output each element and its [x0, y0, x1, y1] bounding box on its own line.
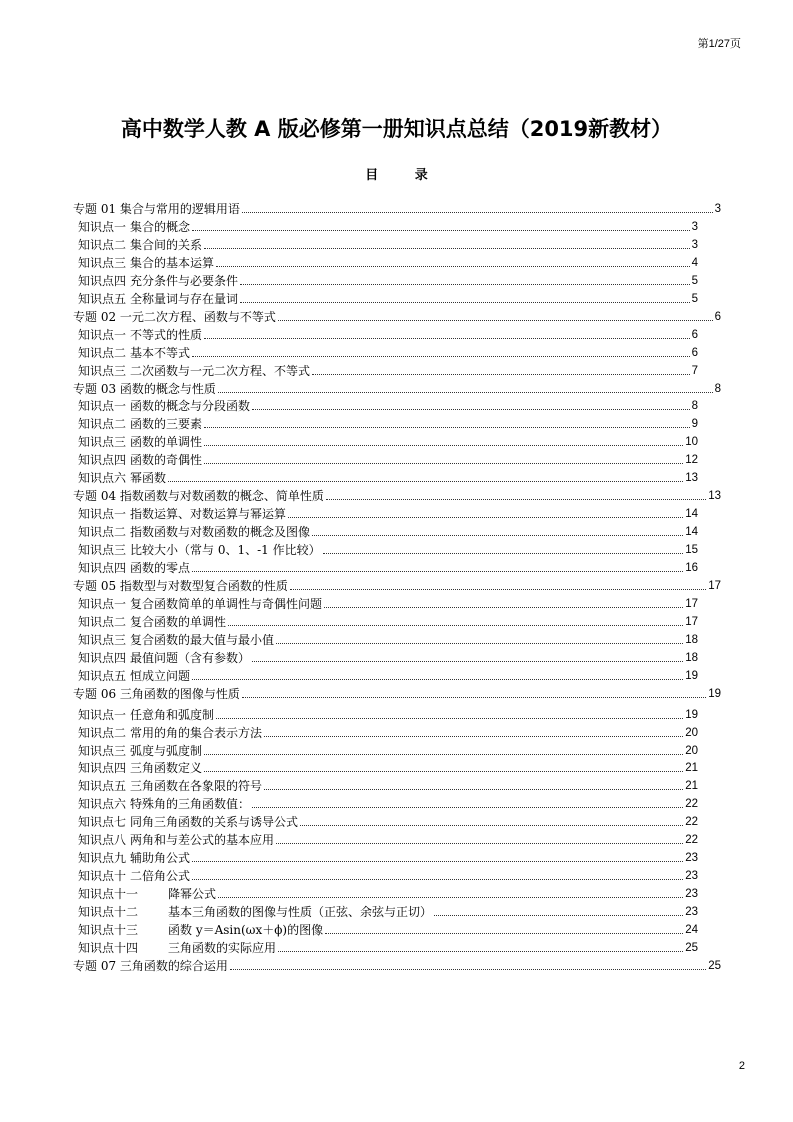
- dot-leader: [252, 409, 690, 410]
- toc-item-number: 知识点五: [78, 779, 127, 794]
- toc-item-row[interactable]: [78, 613, 698, 629]
- toc-page-number: 19: [685, 708, 698, 721]
- toc-item-row[interactable]: [78, 451, 698, 467]
- toc-item-row[interactable]: [78, 541, 698, 557]
- toc-item-number: 知识点三: [78, 632, 127, 647]
- toc-item-number: 知识点二: [78, 525, 127, 540]
- toc-entry-label: 全称量词与存在量词: [130, 291, 239, 306]
- dot-leader: [434, 915, 683, 916]
- toc-item-row[interactable]: [78, 759, 698, 775]
- toc-page-number: 12: [685, 454, 698, 467]
- toc-entry-label: 集合的基本运算: [130, 255, 215, 270]
- toc-item-number: 知识点十一: [78, 887, 139, 902]
- toc-entry-label: 函数的概念与分段函数: [130, 399, 251, 414]
- toc-item-row[interactable]: [78, 397, 698, 413]
- toc-heading: 目 录: [365, 168, 444, 183]
- toc-entry-label: 最值问题（含有参数）: [130, 650, 251, 665]
- toc-entry-label: 集合间的关系: [130, 237, 203, 252]
- toc-item-row[interactable]: [78, 724, 698, 740]
- page-counter: 第1/27页: [697, 38, 741, 50]
- toc-item-number: 知识点八: [78, 833, 127, 848]
- toc-page-number: 25: [685, 941, 698, 954]
- dot-leader: [218, 897, 683, 898]
- toc-page-number: 18: [685, 651, 698, 664]
- dot-leader: [216, 266, 690, 267]
- toc-item-row[interactable]: [78, 795, 698, 811]
- toc-entry-label: 充分条件与必要条件: [130, 273, 239, 288]
- toc-item-number: 知识点五: [78, 668, 127, 683]
- dot-leader: [242, 697, 706, 698]
- toc-item-number: 知识点十四: [78, 940, 139, 955]
- toc-entry-label: 复合函数的最大值与最小值: [130, 632, 275, 647]
- toc-item-number: 知识点四: [78, 650, 127, 665]
- toc-entry-label: 基本不等式: [130, 345, 191, 360]
- dot-leader: [192, 230, 690, 231]
- dot-leader: [204, 427, 690, 428]
- dot-leader: [278, 951, 683, 952]
- toc-page-number: 13: [685, 472, 698, 485]
- toc-page-number: 20: [685, 744, 698, 757]
- toc-item-row[interactable]: [78, 777, 698, 793]
- dot-leader: [264, 736, 683, 737]
- toc-page-number: 23: [685, 906, 698, 918]
- toc-item-row[interactable]: [78, 344, 698, 360]
- toc-page-number: 16: [685, 562, 698, 574]
- dot-leader: [204, 754, 683, 755]
- toc-item-number: 知识点三: [78, 363, 127, 378]
- toc-item-number: 知识点一: [78, 399, 127, 414]
- toc-page-number: 25: [708, 959, 721, 972]
- toc-entry-label: 基本三角函数的图像与性质（正弦、余弦与正切）: [168, 905, 433, 919]
- toc-item-row[interactable]: [78, 831, 698, 847]
- dot-leader: [264, 789, 683, 790]
- toc-item-row[interactable]: [78, 706, 698, 722]
- toc-item-number: 知识点二: [78, 614, 127, 629]
- toc-item-row[interactable]: [78, 272, 698, 288]
- toc-item-number: 知识点一: [78, 596, 127, 611]
- toc-item-number: 知识点四: [78, 273, 127, 288]
- toc-topic-row[interactable]: [73, 957, 721, 973]
- toc-item-row[interactable]: [78, 742, 698, 758]
- toc-entry-label: 三角函数在各象限的符号: [130, 779, 263, 794]
- toc-item-number: 知识点四: [78, 561, 127, 575]
- toc-item-row[interactable]: [78, 595, 698, 611]
- dot-leader: [300, 825, 683, 826]
- toc-entry-label: 两角和与差公式的基本应用: [130, 833, 275, 848]
- toc-page-number: 23: [685, 852, 698, 865]
- toc-item-row[interactable]: [78, 254, 698, 270]
- toc-item-row[interactable]: [78, 849, 698, 865]
- toc-entry-label: 恒成立问题: [130, 668, 191, 683]
- dot-leader: [252, 661, 683, 662]
- toc-topic-row[interactable]: [73, 380, 721, 396]
- toc-page-number: 15: [685, 544, 698, 557]
- toc-entry-label: 专题 04 指数函数与对数函数的概念、简单性质: [73, 489, 324, 504]
- toc-item-row[interactable]: [78, 939, 698, 955]
- toc-page-number: 3: [691, 238, 698, 251]
- toc-entry-label: 常用的角的集合表示方法: [130, 725, 263, 740]
- dot-leader: [230, 969, 706, 970]
- toc-entry-label: 函数的奇偶性: [130, 453, 203, 468]
- toc-item-number: 知识点二: [78, 725, 127, 740]
- toc-page-number: 17: [685, 597, 698, 610]
- dot-leader: [312, 535, 683, 536]
- toc-entry-label: 函数的单调性: [130, 435, 203, 450]
- toc-item-row[interactable]: [78, 559, 698, 575]
- dot-leader: [240, 284, 690, 285]
- toc-page-number: 22: [685, 798, 698, 811]
- toc-page-number: 22: [685, 834, 698, 847]
- dot-leader: [290, 589, 706, 590]
- toc-entry-label: 函数的三要素: [130, 417, 203, 432]
- toc-entry-label: 函数的零点: [130, 561, 191, 575]
- dot-leader: [325, 933, 683, 934]
- dot-leader: [192, 879, 683, 880]
- toc-item-number: 知识点十三: [78, 923, 139, 937]
- dot-leader: [242, 212, 713, 213]
- toc-page-number: 21: [685, 762, 698, 775]
- toc-entry-label: 专题 05 指数型与对数型复合函数的性质: [73, 578, 288, 593]
- toc-entry-label: 复合函数的单调性: [130, 614, 227, 629]
- toc-entry-label: 任意角和弧度制: [130, 707, 215, 722]
- toc-item-number: 知识点四: [78, 453, 127, 468]
- toc-entry-label: 不等式的性质: [130, 327, 203, 342]
- toc-item-number: 知识点一: [78, 507, 127, 522]
- toc-page-number: 10: [685, 436, 698, 449]
- toc-entry-label: 比较大小（常与 0、1、-1 作比较）: [130, 543, 321, 558]
- toc-page-number: 8: [714, 382, 721, 395]
- page-number: 2: [738, 1060, 745, 1072]
- toc-topic-row[interactable]: [73, 577, 721, 593]
- toc-item-number: 知识点五: [78, 291, 127, 306]
- toc-entry-label: 专题 07 三角函数的综合运用: [73, 958, 228, 973]
- toc-item-number: 知识点一: [78, 707, 127, 722]
- dot-leader: [324, 607, 683, 608]
- dot-leader: [312, 374, 690, 375]
- dot-leader: [192, 571, 683, 572]
- toc-page-number: 14: [685, 526, 698, 539]
- toc-page-number: 13: [708, 490, 721, 503]
- toc-item-row[interactable]: [78, 813, 698, 829]
- toc-entry-label: 集合的概念: [130, 219, 191, 234]
- toc-entry-label: 指数函数与对数函数的概念及图像: [130, 525, 311, 540]
- toc-item-number: 知识点十二: [78, 905, 139, 919]
- toc-page-number: 5: [691, 292, 698, 305]
- dot-leader: [228, 625, 683, 626]
- toc-page-number: 18: [685, 633, 698, 646]
- toc-item-number: 知识点二: [78, 345, 127, 360]
- toc-item-row[interactable]: [78, 433, 698, 449]
- toc-item-number: 知识点六: [78, 797, 127, 812]
- toc-item-number: 知识点九: [78, 851, 127, 866]
- toc-page-number: 6: [714, 310, 721, 323]
- toc-entry-label: 二倍角公式: [130, 869, 191, 884]
- dot-leader: [204, 248, 690, 249]
- toc-entry-label: 辅助角公式: [130, 851, 191, 866]
- toc-page-number: 3: [691, 220, 698, 233]
- toc-entry-label: 弧度与弧度制: [130, 743, 203, 758]
- toc-item-row[interactable]: [78, 921, 698, 937]
- dot-leader: [252, 807, 683, 808]
- toc-page-number: 22: [685, 816, 698, 829]
- dot-leader: [204, 445, 683, 446]
- toc-page-number: 6: [691, 328, 698, 341]
- dot-leader: [288, 517, 683, 518]
- toc-page-number: 19: [708, 687, 721, 700]
- dot-leader: [276, 643, 683, 644]
- toc-item-row[interactable]: [78, 505, 698, 521]
- toc-topic-row[interactable]: [73, 308, 721, 324]
- toc-entry-label: 专题 02 一元二次方程、函数与不等式: [73, 309, 276, 324]
- toc-item-number: 知识点七: [78, 815, 127, 830]
- dot-leader: [218, 392, 713, 393]
- dot-leader: [204, 338, 690, 339]
- toc-entry-label: 函数 y＝Asin(ωx＋ϕ)的图像: [168, 923, 324, 937]
- dot-leader: [278, 320, 713, 321]
- toc-entry-label: 幂函数: [130, 471, 167, 486]
- dot-leader: [192, 679, 683, 680]
- toc-entry-label: 专题 06 三角函数的图像与性质: [73, 686, 240, 701]
- toc-page-number: 14: [685, 508, 698, 521]
- toc-page-number: 19: [685, 669, 698, 682]
- toc-entry-label: 复合函数简单的单调性与奇偶性问题: [130, 596, 323, 611]
- toc-entry-label: 专题 01 集合与常用的逻辑用语: [73, 202, 240, 216]
- toc-topic-row[interactable]: [73, 200, 721, 216]
- toc-item-row[interactable]: [78, 326, 698, 342]
- toc-item-row[interactable]: [78, 415, 698, 431]
- toc-entry-label: 同角三角函数的关系与诱导公式: [130, 815, 299, 830]
- toc-item-row[interactable]: [78, 236, 698, 252]
- toc-page-number: 24: [685, 924, 698, 936]
- toc-item-row[interactable]: [78, 631, 698, 647]
- toc-entry-label: 专题 03 函数的概念与性质: [73, 381, 216, 396]
- toc-page-number: 6: [691, 346, 698, 359]
- toc-page-number: 17: [708, 579, 721, 592]
- dot-leader: [323, 553, 684, 554]
- toc-item-row[interactable]: [78, 290, 698, 306]
- dot-leader: [192, 356, 690, 357]
- toc-page-number: 3: [714, 203, 721, 215]
- toc-page-number: 5: [691, 274, 698, 287]
- toc-entry-label: 特殊角的三角函数值：: [130, 797, 251, 812]
- toc-item-row[interactable]: [78, 523, 698, 539]
- toc-page-number: 4: [691, 256, 698, 269]
- dot-leader: [276, 843, 683, 844]
- toc-item-number: 知识点四: [78, 761, 127, 776]
- toc-page-number: 20: [685, 726, 698, 739]
- toc-topic-row[interactable]: [73, 685, 721, 701]
- toc-item-number: 知识点二: [78, 237, 127, 252]
- toc-page-number: 21: [685, 780, 698, 793]
- toc-item-row[interactable]: [78, 667, 698, 683]
- toc-item-row[interactable]: [78, 903, 698, 919]
- toc-page-number: 17: [685, 615, 698, 628]
- toc-item-row[interactable]: [78, 218, 698, 234]
- toc-item-row[interactable]: [78, 867, 698, 883]
- toc-item-row[interactable]: [78, 469, 698, 485]
- dot-leader: [326, 499, 706, 500]
- toc-item-number: 知识点三: [78, 543, 127, 558]
- toc-item-row[interactable]: [78, 885, 698, 901]
- dot-leader: [168, 481, 683, 482]
- toc-entry-label: 二次函数与一元二次方程、不等式: [130, 363, 311, 378]
- dot-leader: [204, 463, 683, 464]
- toc-entry-label: 指数运算、对数运算与幂运算: [130, 507, 287, 522]
- toc-topic-row[interactable]: [73, 487, 721, 503]
- toc-item-row[interactable]: [78, 362, 698, 378]
- dot-leader: [204, 771, 683, 772]
- toc-item-number: 知识点六: [78, 471, 127, 486]
- document-title: 高中数学人教 A 版必修第一册知识点总结（2019新教材）: [120, 117, 673, 141]
- toc-item-number: 知识点三: [78, 255, 127, 270]
- toc-page-number: 9: [691, 418, 698, 431]
- toc-item-number: 知识点二: [78, 417, 127, 432]
- toc-item-number: 知识点三: [78, 743, 127, 758]
- toc-item-number: 知识点十: [78, 869, 127, 884]
- dot-leader: [216, 718, 683, 719]
- toc-item-number: 知识点一: [78, 219, 127, 234]
- toc-page-number: 23: [685, 888, 698, 901]
- toc-entry-label: 三角函数定义: [130, 761, 203, 776]
- toc-entry-label: 三角函数的实际应用: [168, 940, 277, 955]
- toc-item-number: 知识点一: [78, 327, 127, 342]
- toc-page-number: 7: [691, 364, 698, 377]
- dot-leader: [240, 302, 690, 303]
- toc-item-number: 知识点三: [78, 435, 127, 450]
- toc-item-row[interactable]: [78, 649, 698, 665]
- toc-entry-label: 降幂公式: [168, 887, 217, 902]
- dot-leader: [192, 861, 683, 862]
- toc-page-number: 23: [685, 870, 698, 883]
- toc-page-number: 8: [691, 400, 698, 413]
